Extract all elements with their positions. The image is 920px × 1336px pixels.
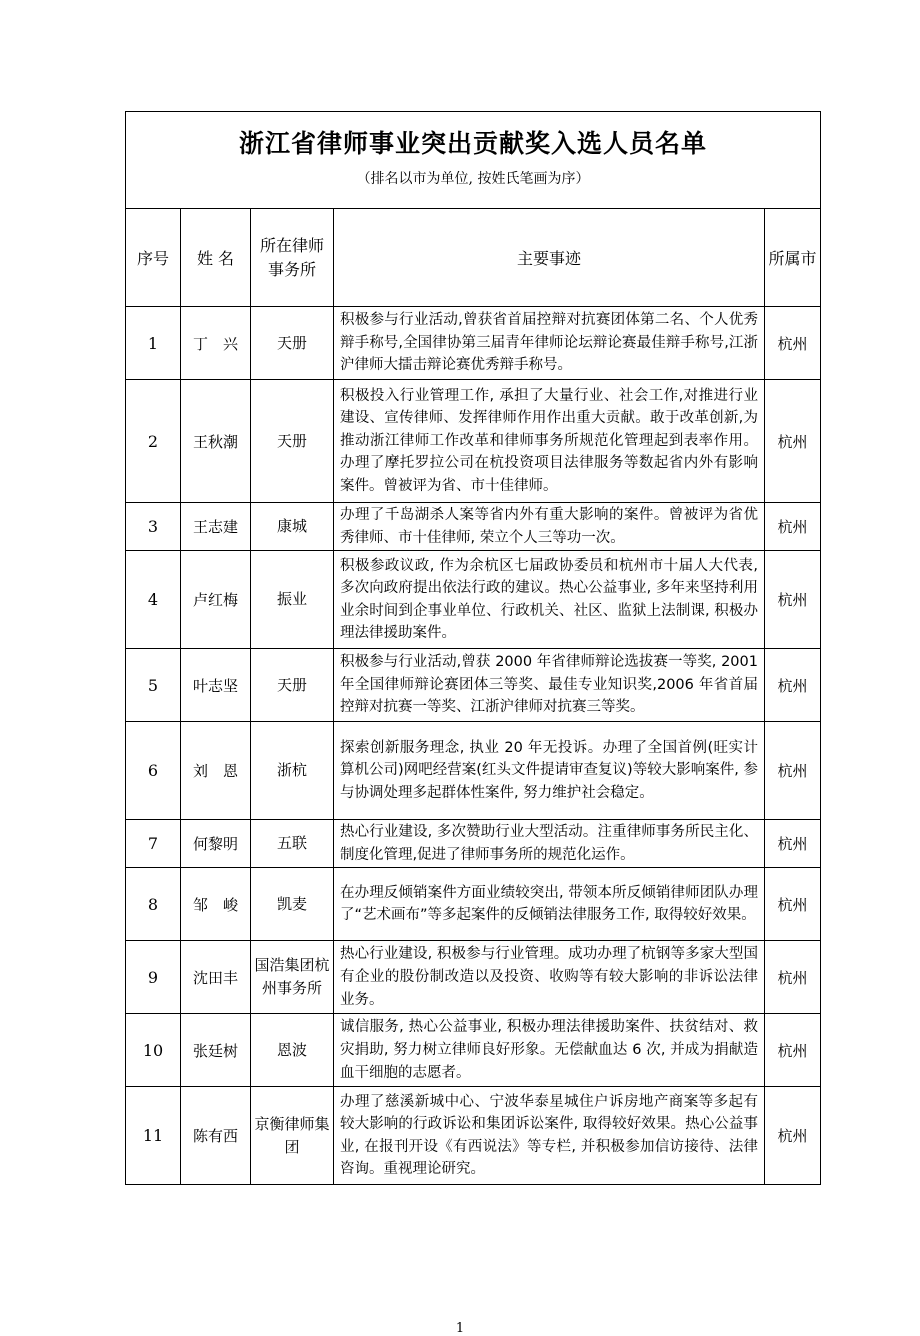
row-achievements: 积极参政议政, 作为余杭区七届政协委员和杭州市十届人大代表, 多次向政府提出依法行政的建议。热心公益事业, 多年来坚持利用业余时间到企事业单位、行政机关、社区、监狱上法制课, 积极办理法律援助案件。 (334, 551, 765, 649)
row-city: 杭州 (765, 941, 821, 1014)
award-table (125, 111, 821, 1185)
page-number: 1 (455, 1321, 465, 1336)
table-row (126, 941, 821, 1014)
row-city: 杭州 (765, 820, 821, 868)
row-number: 11 (126, 1087, 181, 1185)
row-number: 4 (126, 551, 181, 649)
row-achievements: 热心行业建设, 多次赞助行业大型活动。注重律师事务所民主化、制度化管理,促进了律师事务所的规范化运作。 (334, 820, 765, 868)
row-achievements: 积极参与行业活动,曾获 2000 年省律师辩论选拔赛一等奖, 2001 年全国律师辩论赛团体三等奖、最佳专业知识奖,2006 年省首届控辩对抗赛一等奖、江浙沪律师对抗赛三等奖。 (334, 649, 765, 722)
table-row (126, 649, 821, 722)
row-name: 陈有西 (181, 1087, 251, 1185)
row-number: 10 (126, 1014, 181, 1087)
row-number: 6 (126, 722, 181, 820)
row-achievements: 探索创新服务理念, 执业 20 年无投诉。办理了全国首例(旺实计算机公司)网吧经营案(红头文件提请审查复议)等较大影响案件, 参与协调处理多起群体性案件, 努力维护社会稳定。 (334, 722, 765, 820)
row-firm: 国浩集团杭州事务所 (251, 941, 334, 1014)
row-firm: 天册 (251, 307, 334, 380)
title-cell (126, 112, 821, 209)
row-name: 刘 恩 (181, 722, 251, 820)
row-city: 杭州 (765, 1087, 821, 1185)
row-name: 邹 峻 (181, 868, 251, 941)
row-firm: 康城 (251, 503, 334, 551)
row-firm: 恩波 (251, 1014, 334, 1087)
table-row (126, 868, 821, 941)
header-city: 所属市 (765, 209, 821, 307)
document-page (125, 111, 820, 1336)
row-number: 5 (126, 649, 181, 722)
row-number: 2 (126, 380, 181, 503)
row-name: 丁 兴 (181, 307, 251, 380)
row-name: 卢红梅 (181, 551, 251, 649)
row-achievements: 在办理反倾销案件方面业绩较突出, 带领本所反倾销律师团队办理了“艺术画布”等多起案件的反倾销法律服务工作, 取得较好效果。 (334, 868, 765, 941)
document-title: 浙江省律师事业突出贡献奖入选人员名单 (239, 129, 708, 158)
row-number: 3 (126, 503, 181, 551)
header-desc: 主要事迹 (334, 209, 765, 307)
table-row (126, 722, 821, 820)
row-firm: 浙杭 (251, 722, 334, 820)
row-firm: 振业 (251, 551, 334, 649)
row-city: 杭州 (765, 503, 821, 551)
table-row (126, 503, 821, 551)
row-firm: 天册 (251, 649, 334, 722)
row-name: 何黎明 (181, 820, 251, 868)
row-achievements: 办理了慈溪新城中心、宁波华泰星城住户诉房地产商案等多起有较大影响的行政诉讼和集团诉讼案件, 取得较好效果。热心公益事业, 在报刊开设《有西说法》等专栏, 并积极参加信访接待、法律咨询。重视理论研究。 (334, 1087, 765, 1185)
row-number: 8 (126, 868, 181, 941)
header-name: 姓 名 (181, 209, 251, 307)
row-name: 沈田丰 (181, 941, 251, 1014)
row-city: 杭州 (765, 1014, 821, 1087)
row-achievements: 热心行业建设, 积极参与行业管理。成功办理了杭钢等多家大型国有企业的股份制改造以及投资、收购等有较大影响的非诉讼法律业务。 (334, 941, 765, 1014)
row-city: 杭州 (765, 380, 821, 503)
row-city: 杭州 (765, 307, 821, 380)
table-row (126, 551, 821, 649)
table-row (126, 307, 821, 380)
row-achievements: 诚信服务, 热心公益事业, 积极办理法律援助案件、扶贫结对、救灾捐助, 努力树立律师良好形象。无偿献血达 6 次, 并成为捐献造血干细胞的志愿者。 (334, 1014, 765, 1087)
header-num: 序号 (126, 209, 181, 307)
row-firm: 京衡律师集团 (251, 1087, 334, 1185)
table-row (126, 380, 821, 503)
table-row (126, 1087, 821, 1185)
row-firm: 凯麦 (251, 868, 334, 941)
row-achievements: 积极投入行业管理工作, 承担了大量行业、社会工作,对推进行业建设、宣传律师、发挥律师作用作出重大贡献。敢于改革创新,为推动浙江律师工作改革和律师事务所规范化管理起到表率作用。办理了摩托罗拉公司在杭投资项目法律服务等数起省内外有影响案件。曾被评为省、市十佳律师。 (334, 380, 765, 503)
row-firm: 五联 (251, 820, 334, 868)
row-number: 9 (126, 941, 181, 1014)
row-achievements: 办理了千岛湖杀人案等省内外有重大影响的案件。曾被评为省优秀律师、市十佳律师, 荣立个人三等功一次。 (334, 503, 765, 551)
header-row (126, 209, 821, 307)
row-name: 叶志坚 (181, 649, 251, 722)
row-city: 杭州 (765, 868, 821, 941)
table-row (126, 1014, 821, 1087)
row-name: 张廷树 (181, 1014, 251, 1087)
row-name: 王志建 (181, 503, 251, 551)
row-number: 7 (126, 820, 181, 868)
table-row (126, 820, 821, 868)
row-city: 杭州 (765, 649, 821, 722)
row-city: 杭州 (765, 722, 821, 820)
document-subtitle: （排名以市为单位, 按姓氏笔画为序） (356, 171, 590, 187)
row-firm: 天册 (251, 380, 334, 503)
header-firm: 所在律师事务所 (251, 209, 334, 307)
row-number: 1 (126, 307, 181, 380)
row-name: 王秋潮 (181, 380, 251, 503)
row-achievements: 积极参与行业活动,曾获省首届控辩对抗赛团体第二名、个人优秀辩手称号,全国律协第三届青年律师论坛辩论赛最佳辩手称号,江浙沪律师大擂击辩论赛优秀辩手称号。 (334, 307, 765, 380)
row-city: 杭州 (765, 551, 821, 649)
